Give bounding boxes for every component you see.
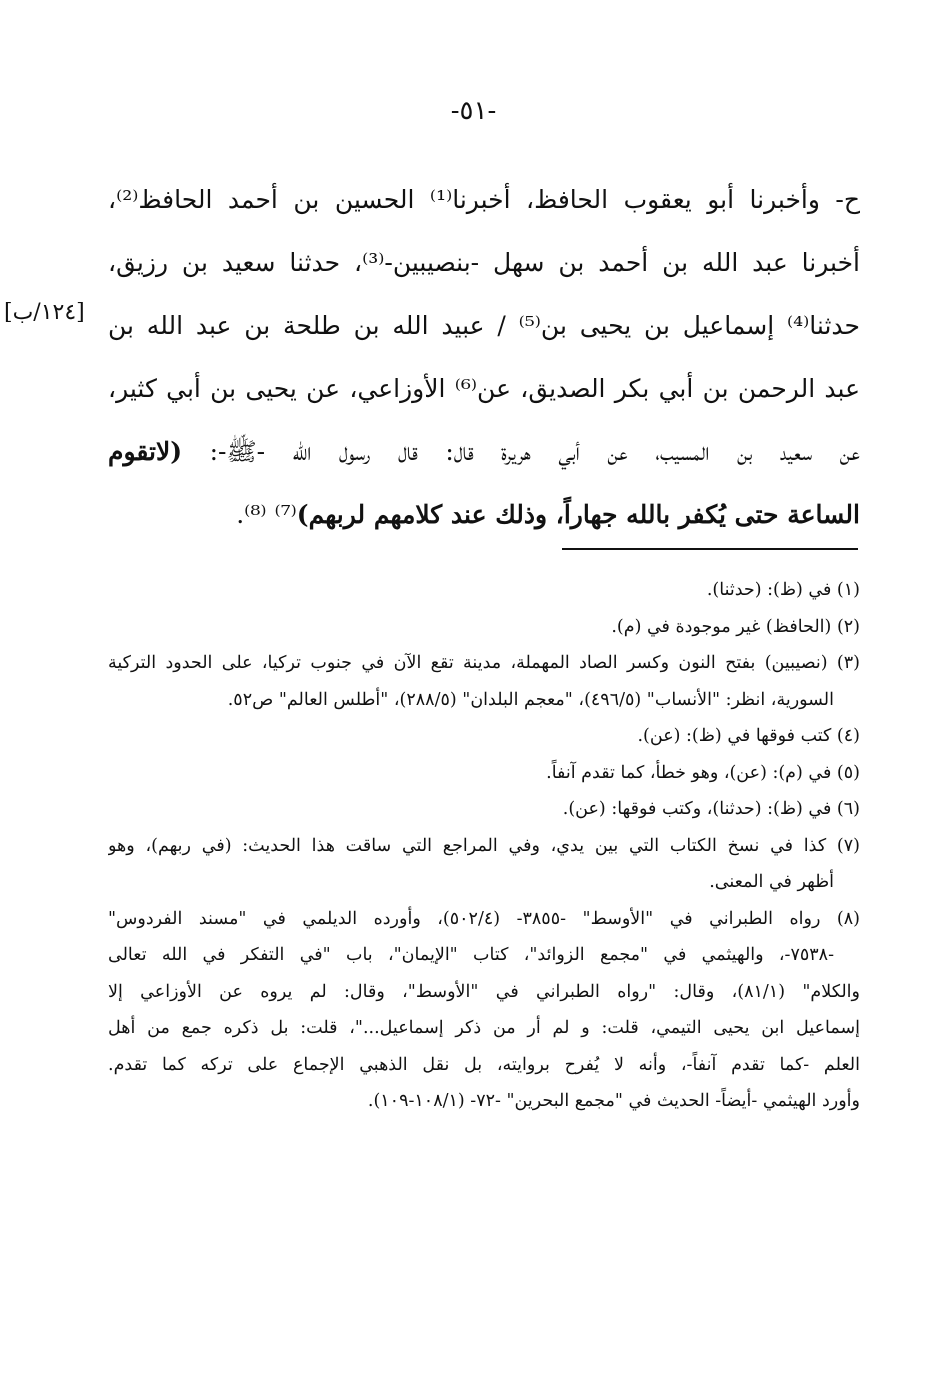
footnote-4: (٤) كتب فوقها في (ظ): (عن). — [637, 726, 860, 746]
footnote-5: (٥) في (م): (عن)، وهو خطأ، كما تقدم آنفاً. — [546, 762, 860, 783]
folio-reference: [١٢٤/ب] — [4, 300, 85, 325]
hadith-text-start: (لاتقوم — [108, 437, 183, 466]
footnote-8-cont-3: إسماعيل ابن يحيى التيمي، قلت: و لم أر من ذكر إسماعيل..."، قلت: بل ذكره جمع من أهل — [108, 1018, 860, 1038]
footnote-8-cont-2: والكلام" (٨١/١)، وقال: "رواه الطبراني في "الأوسط"، وقال: لم يروه عن الأوزاعي إلا — [108, 981, 860, 1002]
main-line-2: أخبرنا عبد الله بن أحمد بن سهل -بنصيبين-⁽³⁾، حدثنا سعيد بن رزيق، — [108, 248, 860, 277]
main-line-5 — [108, 420, 860, 483]
footnote-8-cont-5: وأورد الهيثمي -أيضاً- الحديث في "مجمع البحرين" -٧٢- (١٠٨/١-١٠٩). — [367, 1091, 860, 1111]
main-line-5-text: عن سعيد بن المسيب، عن أبي هريرة قال: قال رسول الله -ﷺ-: — [182, 437, 860, 466]
footnote-6: (٦) في (ظ): (حدثنا)، وكتب فوقها: (عن). — [562, 799, 860, 819]
footnote-3-cont: السورية، انظر: "الأنساب" (٤٩٦/٥)، "معجم البلدان" (٢٨٨/٥)، "أطلس العالم" ص٥٢. — [227, 689, 834, 710]
main-line-1: ح- وأخبرنا أبو يعقوب الحافظ، أخبرنا⁽¹⁾ الحسين بن أحمد الحافظ⁽²⁾، — [108, 185, 860, 214]
footnote-8-cont-1: -٧٥٣٨-، والهيثمي في "مجمع الزوائد"، كتاب "الإيمان"، باب "في التفكر في الله تعالى — [108, 945, 834, 965]
footnote-2: (٢) (الحافظ) غير موجودة في (م). — [611, 616, 860, 637]
hadith-text-end: الساعة حتى يُكفر بالله جهاراً، وذلك عند كلامهم لربهم) — [296, 500, 860, 529]
footnote-1: (١) في (ظ): (حدثنا). — [706, 580, 860, 600]
footnote-7-cont: أظهر في المعنى. — [709, 872, 834, 892]
main-line-3: حدثنا⁽⁴⁾ إسماعيل بن يحيى بن⁽⁵⁾ / عبيد الله بن طلحة بن عبد الله بن — [108, 311, 860, 340]
footnote-7: (٧) كذا في نسخ الكتاب التي بين يدي، وفي المراجع التي ساقت هذا الحديث: (في ربهم)، وهو — [108, 835, 860, 856]
footnotes — [108, 572, 860, 1120]
footnote-8-cont-4: العلم -كما تقدم آنفاً-، وأنه لا يُفرح بروايته، بل نقل الذهبي الإجماع على تركه كما تقدم. — [108, 1054, 860, 1075]
main-line-6 — [108, 483, 860, 546]
main-text — [108, 168, 860, 546]
footnote-3: (٣) (نصيبين) بفتح النون وكسر الصاد المهملة، مدينة تقع الآن في جنوب تركيا، على الحدود التركية — [108, 653, 860, 673]
footnote-markers: ⁽⁷⁾ ⁽⁸⁾. — [236, 500, 297, 529]
page-number: -٥١- — [450, 96, 497, 126]
footnote-8: (٨) رواه الطبراني في "الأوسط" -٣٨٥٥- (٥٠٢/٤)، وأورده الديلمي في "مسند الفردوس" — [108, 908, 860, 929]
footnote-separator — [562, 548, 858, 550]
main-line-4: عبد الرحمن بن أبي بكر الصديق، عن⁽⁶⁾ الأوزاعي، عن يحيى بن أبي كثير، — [108, 374, 860, 403]
